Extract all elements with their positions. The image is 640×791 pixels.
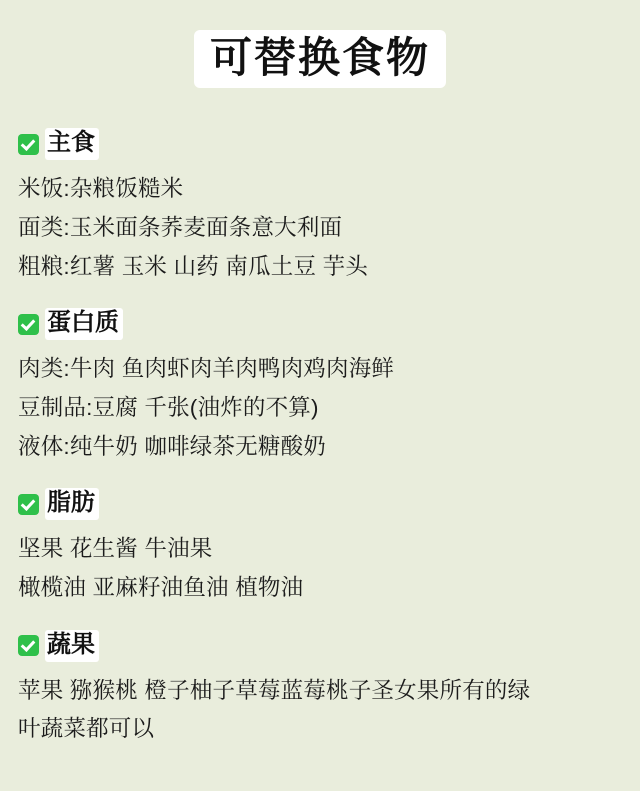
section-line: 粗粮:红薯 玉米 山药 南瓜土豆 芋头 <box>18 253 369 279</box>
section-fat <box>18 488 622 607</box>
section-title: 主食 <box>45 128 99 160</box>
section-line: 液体:纯牛奶 咖啡绿茶无糖酸奶 <box>18 433 327 459</box>
section-heading <box>18 128 622 160</box>
check-mark-icon <box>18 494 39 515</box>
section-line: 橄榄油 亚麻籽油鱼油 植物油 <box>18 575 304 601</box>
section-fruit-vegetable <box>18 630 622 749</box>
section-title: 脂肪 <box>45 488 99 520</box>
check-mark-icon <box>18 134 39 155</box>
section-line: 苹果 猕猴桃 橙子柚子草莓蓝莓桃子圣女果所有的绿 <box>18 677 531 703</box>
section-staple-food <box>18 128 622 286</box>
section-title: 蔬果 <box>45 630 99 662</box>
title-container <box>18 0 622 106</box>
section-heading <box>18 488 622 520</box>
section-line: 叶蔬菜都可以 <box>18 716 155 742</box>
section-heading <box>18 630 622 662</box>
section-heading <box>18 308 622 340</box>
check-mark-icon <box>18 635 39 656</box>
section-line: 米饭:杂粮饭糙米 <box>18 176 184 202</box>
check-mark-icon <box>18 314 39 335</box>
section-title: 蛋白质 <box>45 308 123 340</box>
page-title: 可替换食物 <box>194 30 446 88</box>
section-line: 豆制品:豆腐 千张(油炸的不算) <box>18 395 319 421</box>
section-protein <box>18 308 622 466</box>
section-line: 肉类:牛肉 鱼肉虾肉羊肉鸭肉鸡肉海鲜 <box>18 356 395 382</box>
section-line: 面类:玉米面条荞麦面条意大利面 <box>18 214 343 240</box>
section-line: 坚果 花生酱 牛油果 <box>18 536 213 562</box>
